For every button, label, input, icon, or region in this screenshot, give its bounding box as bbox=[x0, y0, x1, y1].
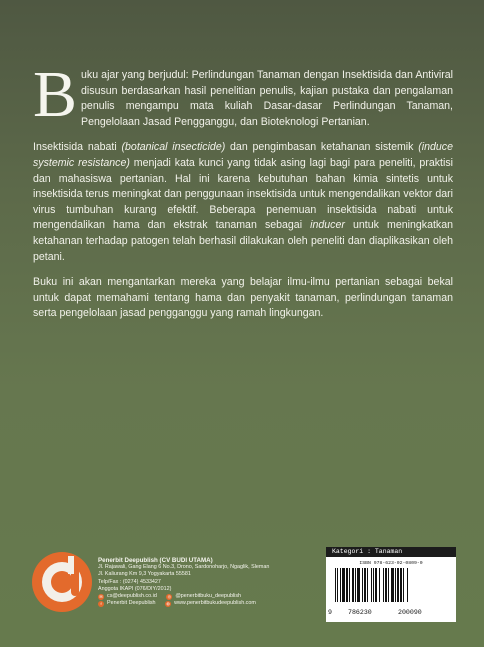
barcode-digits-left: 786230 bbox=[348, 609, 372, 616]
text-run: menjadi kata kunci yang tidak asing lagi bagi para peneliti, praktisi dan mahasiswa pertanian. Hal ini karena kebutuhan bahan kimia sintetis untuk insektisida terus meningkat dan penggunaan insektisida untuk mengendalikan vektor dari virus tumbuhan kurang efektif. Beberapa penemuan insektisida nabati untuk mengendalikan hama dan ekstrak tanaman sebagai bbox=[33, 156, 453, 232]
italic-term: (botanical insecticide) bbox=[121, 141, 226, 154]
email-icon: ✉ bbox=[99, 594, 103, 600]
paragraph-intro-text: uku ajar yang berjudul: Perlindungan Tanaman dengan Insektisida dan Antiviral disusun berdasarkan hasil penelitian penulis, kajian pustaka dan pengalaman penulis mengampu mata kuliah Dasar-dasar Perlindungan Tanaman, Pengelolaan Jasad Pengganggu, dan Bioteknologi Pertanian. bbox=[81, 69, 453, 128]
italic-term: (induce systemic resistance) bbox=[33, 141, 453, 169]
publisher-phone: Telp/Fax : (0274) 4533427 bbox=[98, 578, 161, 585]
category-label: Kategori : Tanaman bbox=[326, 547, 456, 557]
publisher-address-2: Jl. Kaliurang Km 9,3 Yogyakarta 55581 bbox=[98, 571, 191, 578]
publisher-instagram[interactable]: @penerbitbuku_deepublish bbox=[175, 593, 242, 600]
text-run: dan pengimbasan ketahanan sistemik bbox=[225, 141, 419, 154]
italic-term: inducer bbox=[310, 219, 345, 232]
facebook-icon: f bbox=[98, 601, 104, 607]
deepublish-logo-icon bbox=[28, 542, 100, 614]
publisher-facebook[interactable]: Penerbit Deepublish bbox=[107, 600, 156, 607]
publisher-website[interactable]: www.penerbitbukudeepublish.com bbox=[174, 600, 256, 607]
publisher-contact-row-1 bbox=[98, 593, 318, 600]
drop-cap: B bbox=[33, 58, 78, 131]
text-run: untuk meningkatkan ketahanan terhadap patogen telah berhasil dilakukan oleh peneliti dan diaplikasikan oleh petani. bbox=[33, 219, 453, 263]
publisher-ikapi: Anggota IKAPI (076/DIY/2012) bbox=[98, 585, 172, 592]
barcode-digit-first: 9 bbox=[328, 609, 332, 616]
isbn-text: ISBN 978-623-02-0809-0 bbox=[359, 561, 423, 566]
text-run: Insektisida nabati bbox=[33, 141, 122, 154]
paragraph-closing: Buku ini akan mengantarkan mereka yang belajar ilmu-ilmu pertanian sebagai bekal untuk dapat memahami tentang hama dan penyakit tanaman, perlindungan tanaman serta pengelolaan jasad pengganggu yang ramah lingkungan. bbox=[33, 276, 453, 320]
publisher-info bbox=[98, 557, 318, 607]
publisher-address-1: Jl. Rajawali, Gang Elang 6 No.3, Drono, Sardonoharjo, Ngaglik, Sleman bbox=[98, 564, 270, 571]
publisher-name: Penerbit Deepublish (CV BUDI UTAMA) bbox=[98, 557, 213, 564]
paragraph-intro bbox=[33, 58, 453, 131]
barcode-gap bbox=[408, 568, 409, 602]
instagram-icon: ◎ bbox=[167, 594, 172, 600]
blurb-text bbox=[33, 58, 453, 332]
paragraph-insecticide bbox=[33, 140, 453, 265]
publisher-email[interactable]: cs@deepublish.co.id bbox=[107, 593, 157, 600]
globe-icon: ◍ bbox=[166, 601, 170, 607]
publisher-contact-row-2 bbox=[98, 600, 318, 607]
publisher-block bbox=[28, 536, 308, 614]
barcode-bars bbox=[335, 568, 456, 602]
barcode-digits-right: 200090 bbox=[398, 609, 422, 616]
isbn-barcode-box bbox=[326, 547, 456, 622]
